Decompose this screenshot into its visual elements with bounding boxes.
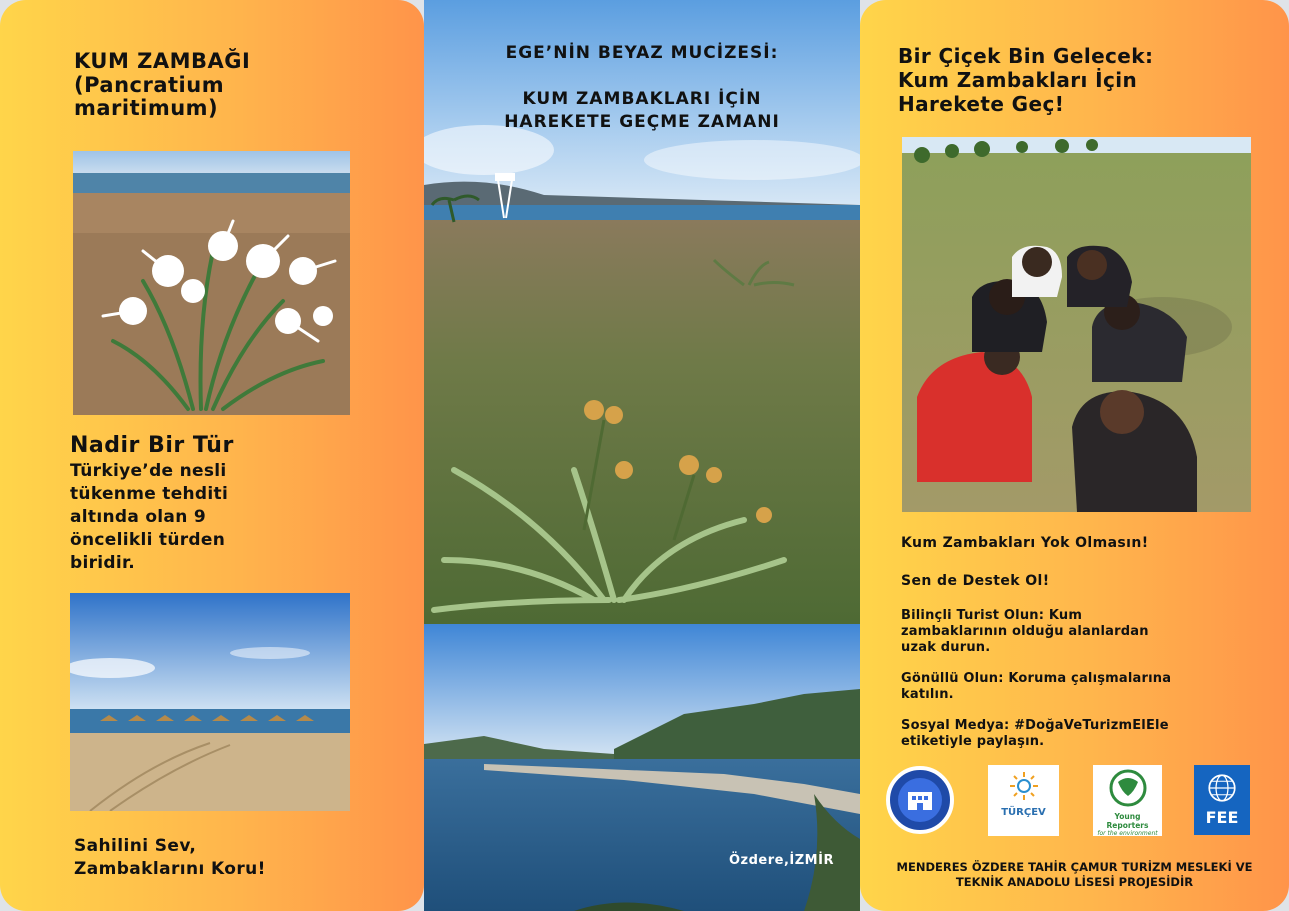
globe-icon <box>1205 771 1239 805</box>
tip-volunteer: Gönüllü Olun: Koruma çalışmalarına katılın. <box>901 671 1172 702</box>
tip-social-media: Sosyal Medya: #DoğaVeTurizmElEle etiketiyle paylaşın. <box>901 718 1169 749</box>
school-building-icon <box>890 770 950 830</box>
center-title: EGE’NİN BEYAZ MUCİZESİ: KUM ZAMBAKLARI İÇİN HAREKETE GEÇME ZAMANI <box>504 43 780 132</box>
lily-closeup-photo <box>73 151 350 415</box>
center-panel <box>424 0 860 911</box>
young-reporters-logo: Young Reporters for the environment <box>1093 765 1162 836</box>
turcev-logo: TÜRÇEV <box>988 765 1059 836</box>
location-label: Özdere,İZMİR <box>729 853 834 868</box>
globe-reporter-icon <box>1108 768 1148 808</box>
students-volunteering-photo <box>902 137 1251 512</box>
call-to-action-2: Sen de Destek Ol! <box>901 573 1050 589</box>
rare-species-heading: Nadir Bir Tür <box>70 433 234 458</box>
right-title: Bir Çiçek Bin Gelecek: Kum Zambakları İçin Harekete Geç! <box>898 44 1154 116</box>
rare-species-text: Türkiye’de nesli tükenme tehditi altında olan 9 öncelikli türden biridir. <box>70 461 229 573</box>
species-title: KUM ZAMBAĞI (Pancratium maritimum) <box>74 49 251 121</box>
school-logo <box>886 766 954 834</box>
left-panel <box>0 0 424 911</box>
call-to-action-1: Kum Zambakları Yok Olmasın! <box>901 535 1149 551</box>
right-panel <box>860 0 1289 911</box>
slogan: Sahilini Sev, Zambaklarını Koru! <box>74 836 266 879</box>
sun-flower-icon <box>1004 771 1044 801</box>
tip-conscious-tourist: Bilinçli Turist Olun: Kum zambaklarının olduğu alanlardan uzak durun. <box>901 608 1149 655</box>
beach-umbrellas-photo <box>70 593 350 811</box>
project-footer: MENDERES ÖZDERE TAHİR ÇAMUR TURİZM MESLEKİ VE TEKNİK ANADOLU LİSESİ PROJESİDİR <box>896 860 1253 889</box>
fee-logo: FEE <box>1194 765 1250 835</box>
